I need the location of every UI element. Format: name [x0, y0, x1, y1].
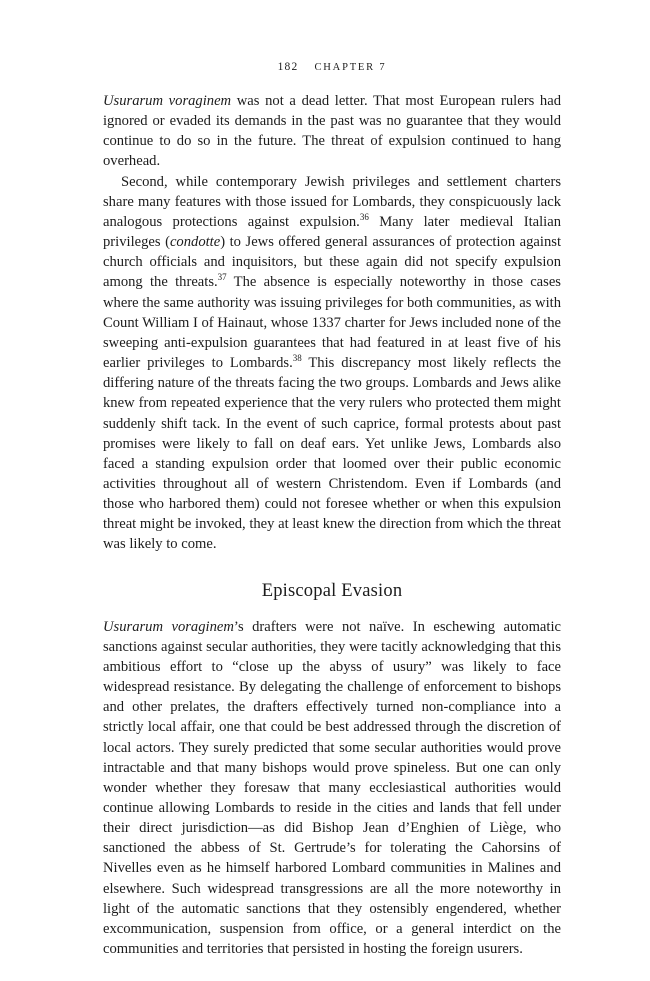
paragraph-continuation: [103, 91, 561, 172]
paragraph-text: ) to Jews offered general assurances of protection against church officials and inquisitors, but these again did not specify expulsion among the threats.: [103, 234, 561, 291]
paragraph-text: Second, while contemporary Jewish privileges and settlement charters share many features with those issued for Lombards, they conspicuously lack analogous protections against expulsion.: [103, 173, 561, 230]
paragraph-text: The absence is especially noteworthy in those cases where the same authority was issuing privileges for both communities, as with Count William I of Hainaut, whose 1337 charter for Jews included none of the sweeping anti-expulsion guarantees that had featured in at least five of his earlier privileges to Lombards.: [103, 274, 561, 372]
paragraph-text: was not a dead letter. That most European rulers had ignored or evaded its demands in the past was no guarantee that they would continue to do so in the future. The threat of expulsion continued to hang overhead.: [103, 93, 561, 170]
book-page: [103, 56, 561, 959]
running-head: [103, 56, 561, 78]
paragraph-text: Many later medieval Italian privileges (: [103, 213, 562, 251]
italic-term: Usurarum voraginem: [103, 93, 232, 109]
chapter-label: CHAPTER 7: [314, 62, 387, 73]
paragraph-second: [103, 172, 561, 555]
footnote-ref-37[interactable]: 37: [217, 272, 227, 283]
page-number: 182: [277, 61, 299, 73]
footnote-ref-38[interactable]: 38: [292, 353, 302, 364]
italic-term: condotte: [169, 234, 221, 251]
paragraph-text: This discrepancy most likely reflects the differing nature of the threats facing the two groups. Lombards and Jews alike knew from repeated experience that the very rulers who protected them might suddenly shift tack. In the event of such caprice, formal protests about past promises were likely to fall on deaf ears. Yet unlike Jews, Lombards also faced a standing expulsion order that loomed over their public economic activities throughout all of western Christendom. Even if Lombards (and those who harbored them) could not foresee whether or when this expulsion threat might be invoked, they at least knew the direction from which the threat was likely to come.: [103, 355, 561, 553]
section-heading: Episcopal Evasion: [261, 580, 403, 601]
paragraph-text: ’s drafters were not naïve. In eschewing automatic sanctions against secular authorities, they were tacitly acknowledging that this ambitious effort to “close up the abyss of usury” was likely to face widespread resistance. By delegating the challenge of enforcement to bishops and other prelates, the drafters effectively turned non-compliance into a strictly local affair, one that could be best addressed through the discretion of local actors. They surely predicted that some secular authorities would prove intractable and that many bishops would prove spineless. But one can only wonder whether they foresaw that many ecclesiastical authorities would continue allowing Lombards to reside in the cities and lands that fell under their direct jurisdiction—as did Bishop Jean d’Enghien of Liège, who sanctioned the abbess of St. Gertrude’s for tolerating the Cahorsins of Nivelles even as he himself harbored Lombard communities in Malines and elsewhere. Such widespread transgressions are all the more noteworthy in light of the automatic sanctions that they ostensibly engendered, whether excommunication, suspension from office, or a general interdict on the communities and territories that persisted in hosting the foreign usurers.: [103, 618, 561, 958]
footnote-ref-36[interactable]: 36: [359, 212, 369, 223]
italic-term: Usurarum voraginem: [103, 618, 234, 635]
paragraph-section-opening: [103, 617, 561, 960]
